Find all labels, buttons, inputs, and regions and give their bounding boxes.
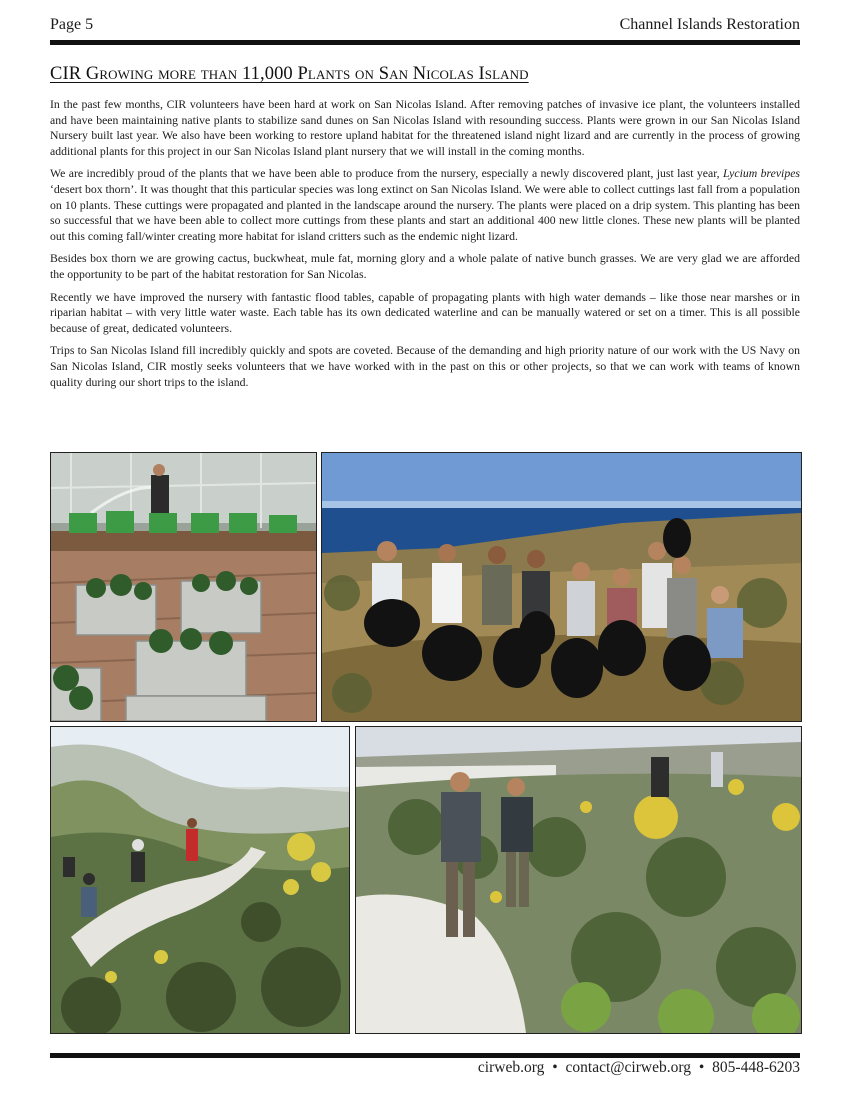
dune-planting-photo [50, 726, 350, 1034]
phone-number: 805-448-6203 [712, 1059, 800, 1076]
paragraph-5: Trips to San Nicolas Island fill incredibly quickly and spots are coveted. Because of the demanding and high priority nature of our work with the US Navy on San Nicolas Island, CIR mostly seeks volunteers that we have worked with in the past on this or other projects, so that we can work with teams of known quality during our short trips to the island. [50, 344, 800, 389]
header-rule [50, 40, 800, 45]
paragraph-4: Recently we have improved the nursery with fantastic flood tables, capable of propagating plants with high water demands – like those near marshes or in riparian habitat – with very little water waste. Each table has its own dedicated waterline and can be manually watered or set on a timer. This is all possible because of great, dedicated volunteers. [50, 290, 800, 335]
footer-rule [50, 1053, 800, 1058]
page-header [50, 14, 800, 38]
volunteer-group-photo [321, 452, 802, 722]
paragraph-2: We are incredibly proud of the plants that we have been able to produce from the nursery, especially a newly discovered plant, just last year, Lycium brevipes ‘desert box thorn’. It was thought that this particular species was long extinct on San Nicolas Island. We were able to collect cuttings last fall from a population on 10 plants. These cuttings were propagated and planted in the landscape around the nursery. The plants were placed on a drip system. This planting has been so successful that we have been able to collect more cuttings from these plants and start an additional 400 new little clones. These new plants will be planted out this coming fall/winter creating more habitat for island critters such as the endemic night lizard. [50, 167, 800, 243]
paragraph-3: Besides box thorn we are growing cactus, buckwheat, mule fat, morning glory and a whole palate of native bunch grasses. We are very glad we are afforded the opportunity to be part of the habitat restoration for San Nicolas. [50, 252, 800, 281]
paragraph-1: In the past few months, CIR volunteers have been hard at work on San Nicolas Island. After removing patches of invasive ice plant, the volunteers installed and have been maintaining native plants to stabilize sand dunes on San Nicolas Island with resounding success. Plants were grown in our San Nicolas Island Nursery built last year. We also have been working to restore upland habitat for the threatened island night lizard and are currently in the process of growing additional plants for this project in our San Nicolas Island plant nursery that we will install in the coming months. [50, 98, 800, 158]
organization-name: Channel Islands Restoration [619, 16, 800, 33]
page-footer [478, 1059, 800, 1077]
article-title: CIR Growing more than 11,000 Plants on San Nicolas Island [50, 64, 529, 84]
website-link[interactable]: cirweb.org [477, 1059, 545, 1076]
email-link[interactable]: contact@cirweb.org [565, 1059, 691, 1076]
trail-volunteers-photo [355, 726, 802, 1034]
footer-separator: • [552, 1059, 558, 1076]
page-number: Page 5 [50, 16, 94, 33]
species-name: Lycium brevipes [722, 167, 800, 181]
nursery-photo [50, 452, 317, 722]
footer-separator: • [698, 1059, 705, 1076]
article-body [50, 97, 800, 397]
